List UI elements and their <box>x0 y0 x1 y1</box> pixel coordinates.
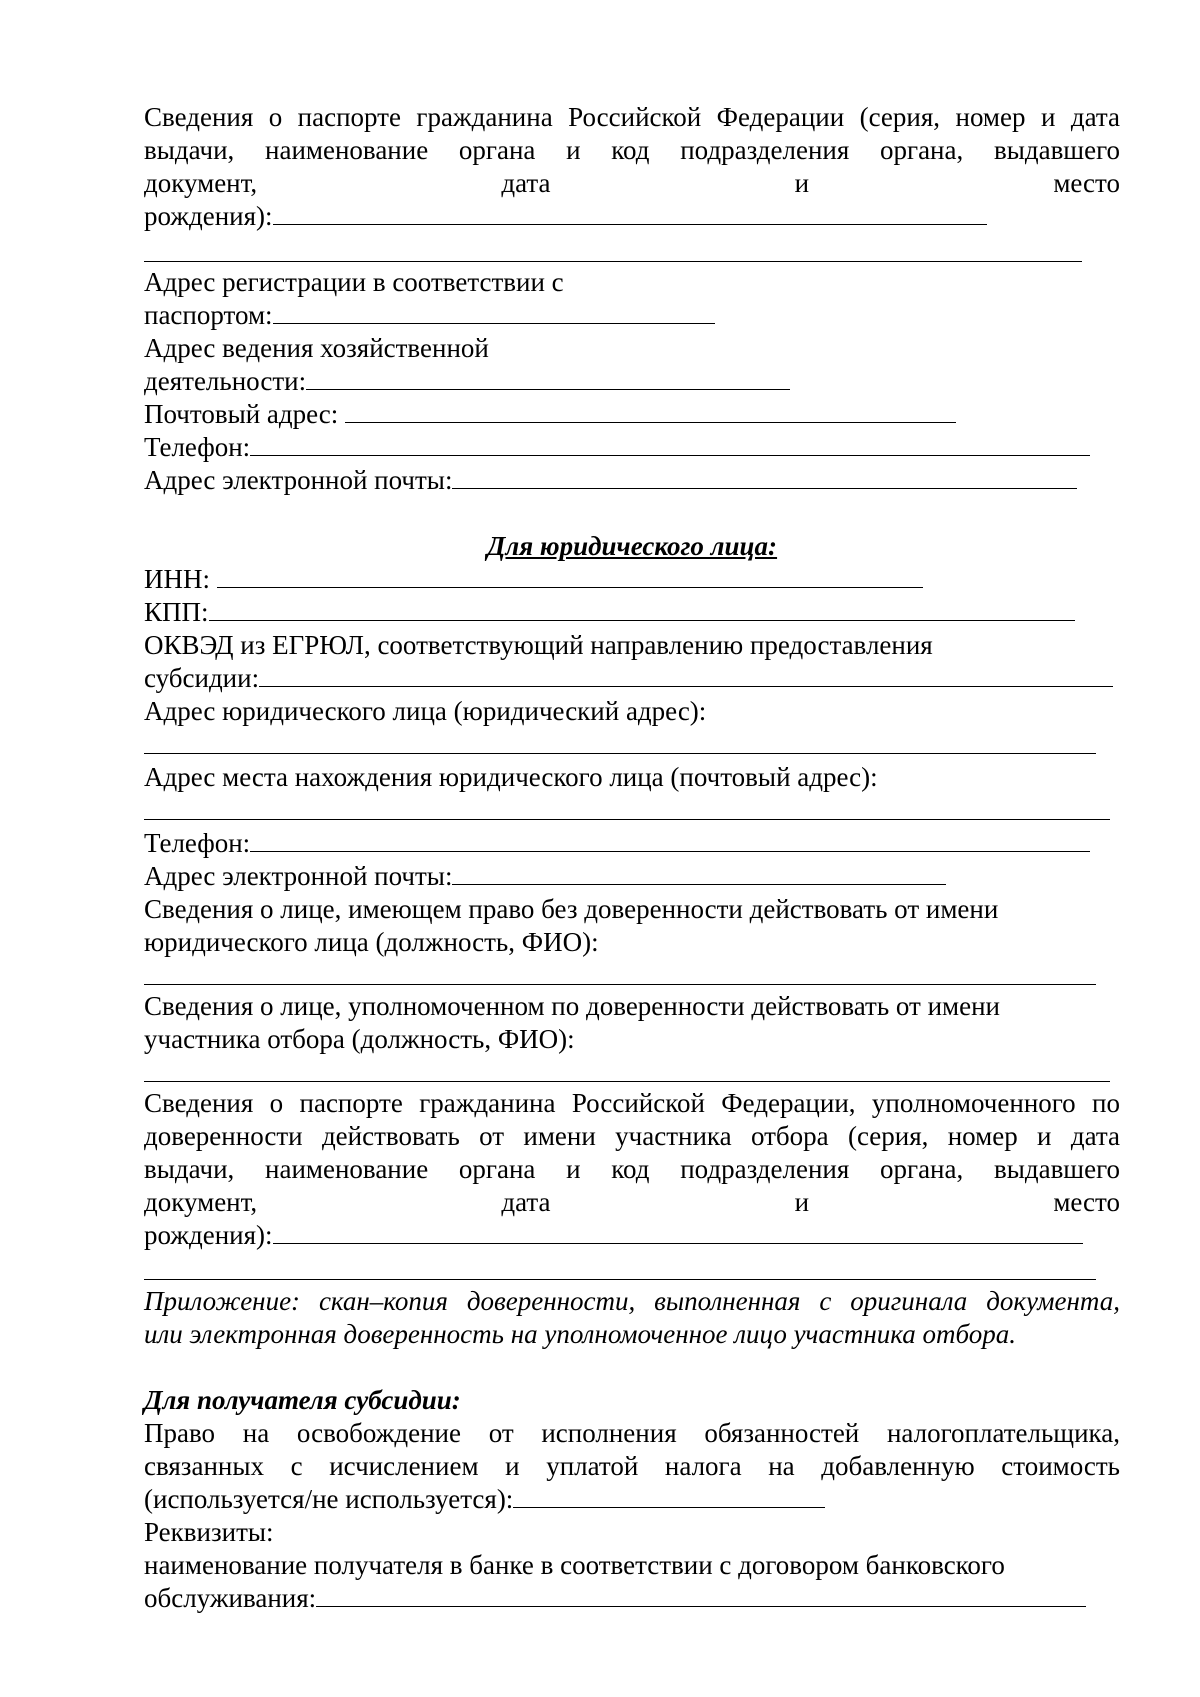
business-address-label-line-2 <box>144 365 790 398</box>
bank-name-input-line[interactable] <box>316 1584 1086 1607</box>
reg-address-label-line-1: Адрес регистрации в соответствии с <box>144 267 564 297</box>
legal-address-input-line[interactable] <box>144 753 1096 754</box>
passport-label-text: рождения): <box>144 201 273 231</box>
location-address-label: Адрес места нахождения юридического лица (почтовый адрес): <box>144 762 878 792</box>
passport-label-line-4 <box>144 200 987 233</box>
head-label-line-1: Сведения о лице, имеющем право без доверенности действовать от имени <box>144 894 999 924</box>
vat-label-text: (используется/не используется): <box>144 1484 514 1514</box>
phone-input-line[interactable] <box>250 433 1090 456</box>
proxy-passport-label-line-1: Сведения о паспорте гражданина Российской Федерации, уполномоченного по <box>144 1088 1120 1118</box>
recipient-section-title: Для получателя субсидии: <box>144 1385 461 1415</box>
passport-input-line[interactable] <box>273 202 987 225</box>
legal-email-label: Адрес электронной почты: <box>144 861 453 891</box>
legal-email-row <box>144 860 946 893</box>
reg-address-label-line-2 <box>144 299 715 332</box>
requisites-label: Реквизиты: <box>144 1517 274 1547</box>
proxy-passport-input-line[interactable] <box>273 1221 1083 1244</box>
okved-row <box>144 662 1113 695</box>
legal-phone-input-line[interactable] <box>250 829 1090 852</box>
okved-input-line[interactable] <box>259 664 1113 687</box>
business-address-label-text: деятельности: <box>144 366 307 396</box>
reg-address-input-line[interactable] <box>273 301 715 324</box>
email-label: Адрес электронной почты: <box>144 465 453 495</box>
vat-input-line[interactable] <box>513 1485 825 1508</box>
inn-row <box>144 563 923 596</box>
passport-input-extra-line[interactable] <box>144 261 1082 262</box>
postal-address-label: Почтовый адрес: <box>144 399 339 429</box>
phone-label: Телефон: <box>144 432 251 462</box>
business-address-label-line-1: Адрес ведения хозяйственной <box>144 333 489 363</box>
legal-email-input-line[interactable] <box>452 862 946 885</box>
bank-name-row <box>144 1582 1086 1615</box>
proxy-label-line-1: Сведения о лице, уполномоченном по доверенности действовать от имени <box>144 991 1001 1021</box>
passport-label-line-3: документ, дата и место <box>144 168 1120 198</box>
kpp-label: КПП: <box>144 597 209 627</box>
legal-address-label: Адрес юридического лица (юридический адрес): <box>144 696 707 726</box>
kpp-row <box>144 596 1075 629</box>
postal-address-input-line[interactable] <box>345 400 956 423</box>
proxy-passport-row <box>144 1219 1083 1252</box>
legal-phone-label: Телефон: <box>144 828 251 858</box>
email-input-line[interactable] <box>452 466 1077 489</box>
inn-input-line[interactable] <box>217 565 923 588</box>
email-row <box>144 464 1077 497</box>
kpp-input-line[interactable] <box>209 598 1075 621</box>
vat-row <box>144 1483 825 1516</box>
proxy-passport-label-line-2: доверенности действовать от имени участника отбора (серия, номер и дата <box>144 1121 1120 1151</box>
okved-label-text: субсидии: <box>144 663 260 693</box>
attachment-note-line-2: или электронная доверенность на уполномоченное лицо участника отбора. <box>144 1319 1016 1349</box>
business-address-input-line[interactable] <box>306 367 790 390</box>
legal-entity-section-title: Для юридического лица: <box>486 531 778 561</box>
inn-label: ИНН: <box>144 564 210 594</box>
proxy-label-line-2: участника отбора (должность, ФИО): <box>144 1024 575 1054</box>
okved-label-line-1: ОКВЭД из ЕГРЮЛ, соответствующий направлению предоставления <box>144 630 933 660</box>
vat-label-line-2: связанных с исчислением и уплатой налога на добавленную стоимость <box>144 1451 1120 1481</box>
proxy-passport-label-line-4: документ, дата и место <box>144 1187 1120 1217</box>
passport-label-line-1: Сведения о паспорте гражданина Российской Федерации (серия, номер и дата <box>144 102 1120 132</box>
proxy-passport-label-line-3: выдачи, наименование органа и код подразделения органа, выдавшего <box>144 1154 1120 1184</box>
legal-phone-row <box>144 827 1090 860</box>
head-label-line-2: юридического лица (должность, ФИО): <box>144 927 599 957</box>
attachment-note-line-1: Приложение: скан–копия доверенности, выполненная с оригинала документа, <box>144 1286 1120 1316</box>
proxy-passport-label-text: рождения): <box>144 1220 273 1250</box>
location-address-input-line[interactable] <box>144 819 1110 820</box>
bank-name-label-text: обслуживания: <box>144 1583 317 1613</box>
bank-name-label-line-1: наименование получателя в банке в соответствии с договором банковского <box>144 1550 1005 1580</box>
vat-label-line-1: Право на освобождение от исполнения обязанностей налогоплательщика, <box>144 1418 1120 1448</box>
proxy-input-line[interactable] <box>144 1081 1110 1082</box>
proxy-passport-input-extra-line[interactable] <box>144 1279 1096 1280</box>
passport-label-line-2: выдачи, наименование органа и код подразделения органа, выдавшего <box>144 135 1120 165</box>
phone-row <box>144 431 1090 464</box>
reg-address-label-text: паспортом: <box>144 300 273 330</box>
postal-address-row <box>144 398 956 431</box>
head-input-line[interactable] <box>144 984 1096 985</box>
